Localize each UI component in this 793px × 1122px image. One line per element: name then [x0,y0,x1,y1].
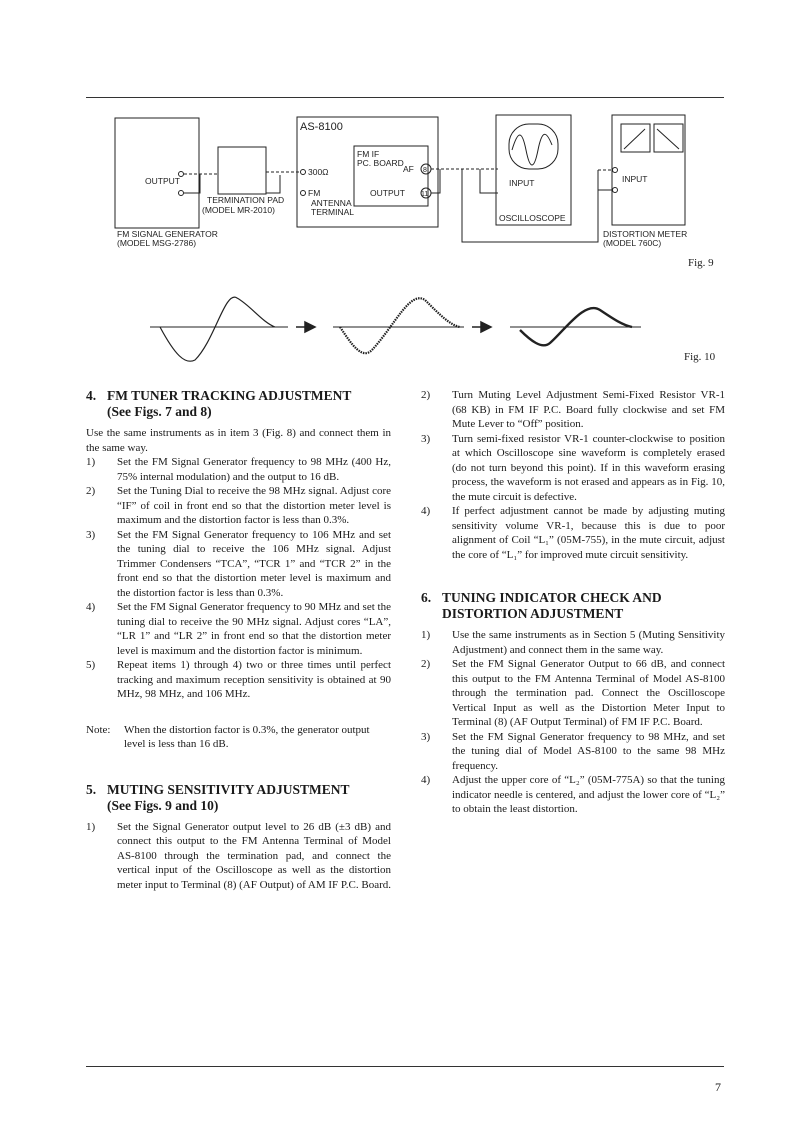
list-item: 1) Use the same instruments as in Section 5 (Muting Sensitivity Adjustment) and connect them in the same way. [421,629,725,656]
board-label-1: FM IF [357,149,380,159]
right-column [421,388,725,817]
ohm-terminal: 300Ω [308,167,329,177]
pad-name: TERMINATION PAD [207,195,285,205]
left-column [86,388,391,892]
fig9-label: Fig. 9 [688,257,714,269]
list-item: 2) Set the FM Signal Generator Output to 66 dB, and connect this output to the FM Antenna Terminal of Model AS-8100 through the termination pad. Connect the Oscilloscope Vertical Input as well as the Distortion Meter Input to Terminal (8) (AF Output Terminal) of FM IF P.C. Board. [421,658,725,728]
list-item: 4) If perfect adjustment cannot be made by adjusting muting sensitivity volume VR-1, because this is due to poor alignment of Coil “L₁” (05M-755), in the mute circuit, adjust the core of “L₁” for improved mute circuit sensitivity. [421,505,725,561]
bottom-rule [86,1066,724,1067]
section-5-list-right [421,388,725,562]
dist-name: DISTORTION METER [603,229,688,239]
section-6-list [421,628,725,817]
gen-model: (MODEL MSG-2786) [117,238,197,248]
list-item: 2) Set the Tuning Dial to receive the 98 MHz signal. Adjust core “IF” of coil in front end so that the distortion meter level is maximum and the distortion factor is less than 0.3%. [86,485,391,526]
board-label-2: PC. BOARD [357,158,404,168]
fm-terminal: FM [308,188,321,198]
scope-name: OSCILLOSCOPE [499,213,566,223]
section-4-note: Note: When the distortion factor is 0.3%, the generator output level is less than 16 dB. [86,723,370,750]
list-item: 3) Set the FM Signal Generator frequency to 98 MHz, and set the tuning dial of Model AS-8100 to the same 98 MHz frequency. [421,730,725,772]
arrow-2 [472,322,491,332]
terminal-label: TERMINAL [311,207,354,217]
arrow-1 [296,322,315,332]
section-4-subheading: (See Figs. 7 and 8) [107,404,212,419]
list-item: 5) Repeat items 1) through 4) two or three times until perfect tracking and maximum reception sensitivity is obtained at 90 MHz, 98 MHz, and 106 MHz. [86,659,391,700]
list-item: 4) Adjust the upper core of “L₂” (05M-775A) so that the tuning indicator needle is centered, and adjust the lower core of “L₂” to obtain the least distortion. [421,774,725,815]
section-4-heading: 4. FM TUNER TRACKING ADJUSTMENT [86,388,352,403]
list-item: 3) Turn semi-fixed resistor VR-1 counter-clockwise to position at which Oscilloscope sine waveform is completely erased (do not turn beyond this point). If in this waveform erasing process, the waveform is not erased and appears as in Fig. 10, the mute circuit is defective. [421,432,725,503]
scope-input-label: INPUT [509,178,535,188]
tuner-model: AS-8100 [300,121,343,133]
antenna-label: ANTENNA [311,198,352,208]
list-item: 1) Set the FM Signal Generator frequency to 98 MHz (400 Hz, 75% internal modulation) and the output to 16 dB. [86,456,391,483]
list-item: 2) Turn Muting Level Adjustment Semi-Fixed Resistor VR-1 (68 KB) in FM IF P.C. Board fully clockwise and set FM Mute Lever to “Off” position. [421,389,725,430]
waveform-1 [160,297,275,361]
section-6-subheading: DISTORTION ADJUSTMENT [442,606,624,621]
output-label: OUTPUT [370,188,405,198]
section-5-subheading: (See Figs. 9 and 10) [107,797,219,813]
list-item: 4) Set the FM Signal Generator frequency to 90 MHz and set the tuning dial to receive the 90 MHz signal. Adjust cores “LA”, “LR 1” and “LR 2” in front end so that the distortion meter level is maximum and the distortion factor is minimum. [86,601,391,657]
dist-input-label: INPUT [622,174,648,184]
section-5-list-left [86,820,391,893]
section-4-list [86,455,391,702]
af-terminal-number: 8 [423,167,427,174]
dist-model: (MODEL 760C) [603,238,662,248]
output-terminal-number: 11 [421,191,429,198]
list-item: 3) Set the FM Signal Generator frequency to 106 MHz and set the tuning dial to receive the 106 MHz signal. Adjust Trimmer Condensers “TCA”, “TCR 1” and “TCR 2” in the front end so that the distortion meter level is maximum and the distortion factor is less than 0.3%. [86,528,391,599]
fig10-label: Fig. 10 [684,351,716,363]
pad-model: (MODEL MR-2010) [202,205,275,215]
gen-output-label: OUTPUT [145,176,180,186]
section-5-heading: 5. MUTING SENSITIVITY ADJUSTMENT [86,781,350,797]
section-4-intro: Use the same instruments as in item 3 (Fig. 8) and connect them in the same way. [86,427,391,454]
af-label: AF [403,164,414,174]
section-6-heading: 6. TUNING INDICATOR CHECK AND [421,590,662,605]
gen-name: FM SIGNAL GENERATOR [117,229,218,239]
list-item: 1) Set the Signal Generator output level to 26 dB (±3 dB) and connect this output to the FM Antenna Terminal of Model AS-8100 through the termination pad, and connect the vertical input of the Oscilloscope as well as the distortion meter input to Terminal (8) (AF Output) of AM IF P.C. Board. [86,820,392,891]
fig10-diagram [0,0,793,380]
waveform-2 [340,298,460,353]
page-number: 7 [715,1080,721,1094]
